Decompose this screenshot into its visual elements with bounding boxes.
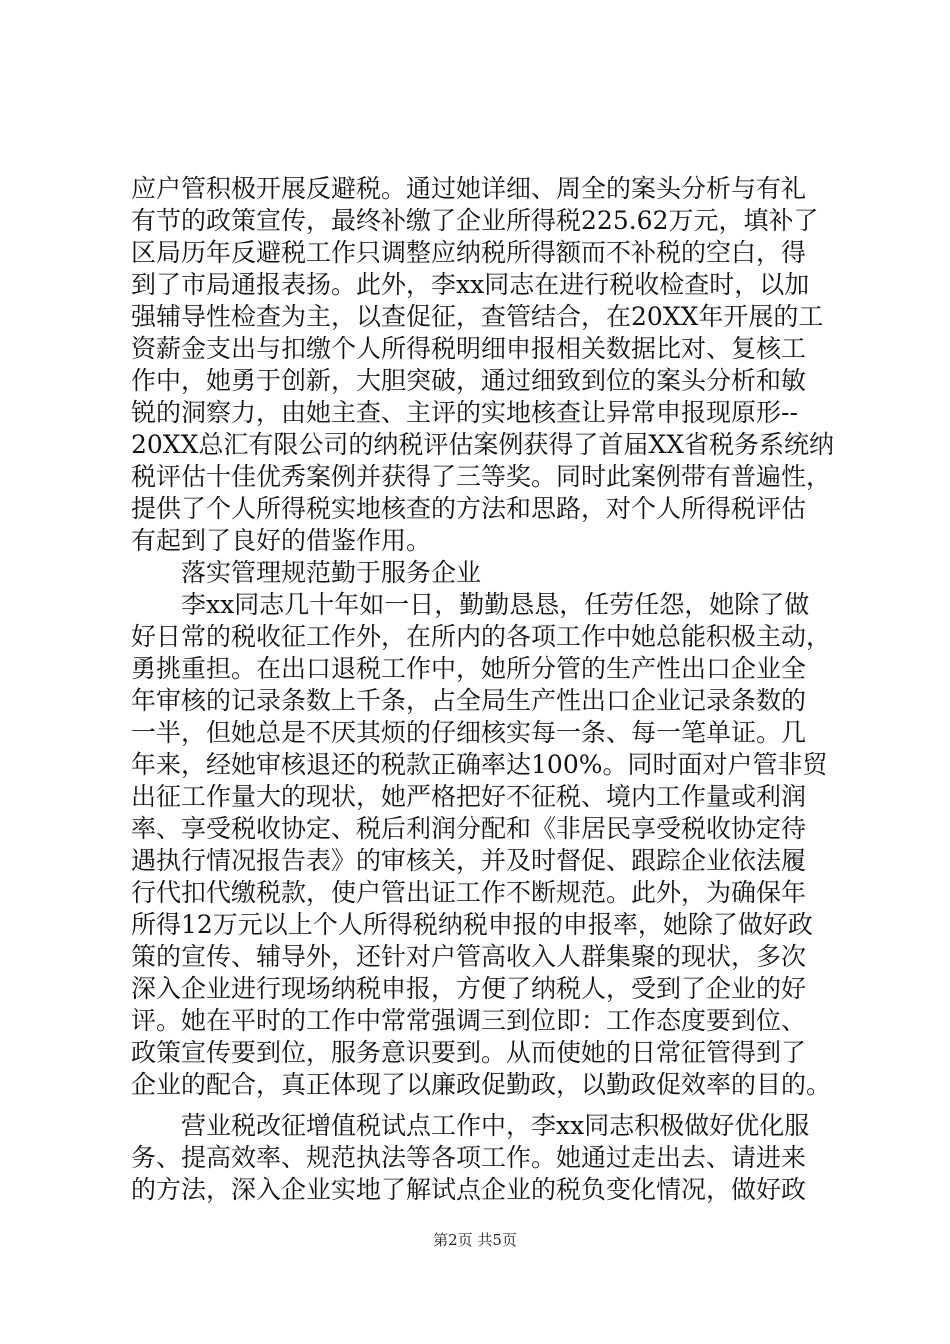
text-line: 一半，但她总是不厌其烦的仔细核实每一条、每一笔单证。几 <box>131 718 807 747</box>
text-line: 遇执行情况报告表》的审核关，并及时督促、跟踪企业依法履 <box>131 846 807 875</box>
text-line: 行代扣代缴税款，使户管出证工作不断规范。此外，为确保年 <box>131 878 807 907</box>
text-line: 出征工作量大的现状，她严格把好不征税、境内工作量或利润 <box>131 782 807 811</box>
text-line: 区局历年反避税工作只调整应纳税所得额而不补税的空白，得 <box>131 238 807 267</box>
page-footer <box>0 1230 950 1250</box>
text-line: 企业的配合，真正体现了以廉政促勤政，以勤政促效率的目的。 <box>131 1070 832 1099</box>
text-line: 有起到了良好的借鉴作用。 <box>131 526 432 555</box>
text-line: 政策宣传要到位，服务意识要到。从而使她的日常征管得到了 <box>131 1038 807 1067</box>
paragraph-vat-pilot <box>131 1110 831 1206</box>
section-heading <box>131 557 831 589</box>
text-line: 年审核的记录条数上千条，占全局生产性出口企业记录条数的 <box>131 686 807 715</box>
text-line: 所得12万元以上个人所得税纳税申报的申报率，她除了做好政 <box>131 910 813 939</box>
text-line: 税评估十佳优秀案例并获得了三等奖。同时此案例带有普遍性， <box>131 462 832 491</box>
page-number: 第2页 共5页 <box>433 1231 517 1249</box>
text-line: 到了市局通报表扬。此外，李xx同志在进行税收检查时，以加 <box>131 270 810 299</box>
text-line: 作中，她勇于创新，大胆突破，通过细致到位的案头分析和敏 <box>131 366 807 395</box>
text-line: 营业税改征增值税试点工作中，李xx同志积极做好优化服 <box>131 1111 810 1140</box>
text-line: 率、享受税收协定、税后利润分配和《非居民享受税收协定待 <box>131 814 807 843</box>
text-line: 锐的洞察力，由她主查、主评的实地核查让异常申报现原形-- <box>131 398 798 427</box>
text-line: 20XX总汇有限公司的纳税评估案例获得了首届XX省税务系统纳 <box>131 430 835 459</box>
text-line: 好日常的税收征工作外，在所内的各项工作中她总能积极主动， <box>131 622 832 651</box>
text-line: 评。她在平时的工作中常常强调三到位即：工作态度要到位、 <box>131 1006 807 1035</box>
text-line: 提供了个人所得税实地核查的方法和思路，对个人所得税评估 <box>131 494 807 523</box>
text-line: 应户管积极开展反避税。通过她详细、周全的案头分析与有礼 <box>131 174 807 203</box>
text-line: 有节的政策宣传，最终补缴了企业所得税225.62万元，填补了 <box>131 206 819 235</box>
text-line: 李xx同志几十年如一日，勤勤恳恳，任劳任怨，她除了做 <box>131 590 810 619</box>
text-line: 务、提高效率、规范执法等各项工作。她通过走出去、请进来 <box>131 1143 807 1172</box>
text-line: 资薪金支出与扣缴个人所得税明细申报相关数据比对、复核工 <box>131 334 807 363</box>
text-line: 勇挑重担。在出口退税工作中，她所分管的生产性出口企业全 <box>131 654 807 683</box>
text-line: 策的宣传、辅导外，还针对户管高收入人群集聚的现状，多次 <box>131 942 807 971</box>
text-line: 落实管理规范勤于服务企业 <box>131 558 482 587</box>
text-line: 年来，经她审核退还的税款正确率达100%。同时面对户管非贸 <box>131 750 828 779</box>
paragraph-service-work <box>131 589 831 1101</box>
text-line: 深入企业进行现场纳税申报，方便了纳税人，受到了企业的好 <box>131 974 807 1003</box>
text-line: 的方法，深入企业实地了解试点企业的税负变化情况，做好政 <box>131 1175 807 1204</box>
text-line: 强辅导性检查为主，以查促征，查管结合，在20XX年开展的工 <box>131 302 824 331</box>
paragraph-anti-tax-avoidance <box>131 173 835 557</box>
